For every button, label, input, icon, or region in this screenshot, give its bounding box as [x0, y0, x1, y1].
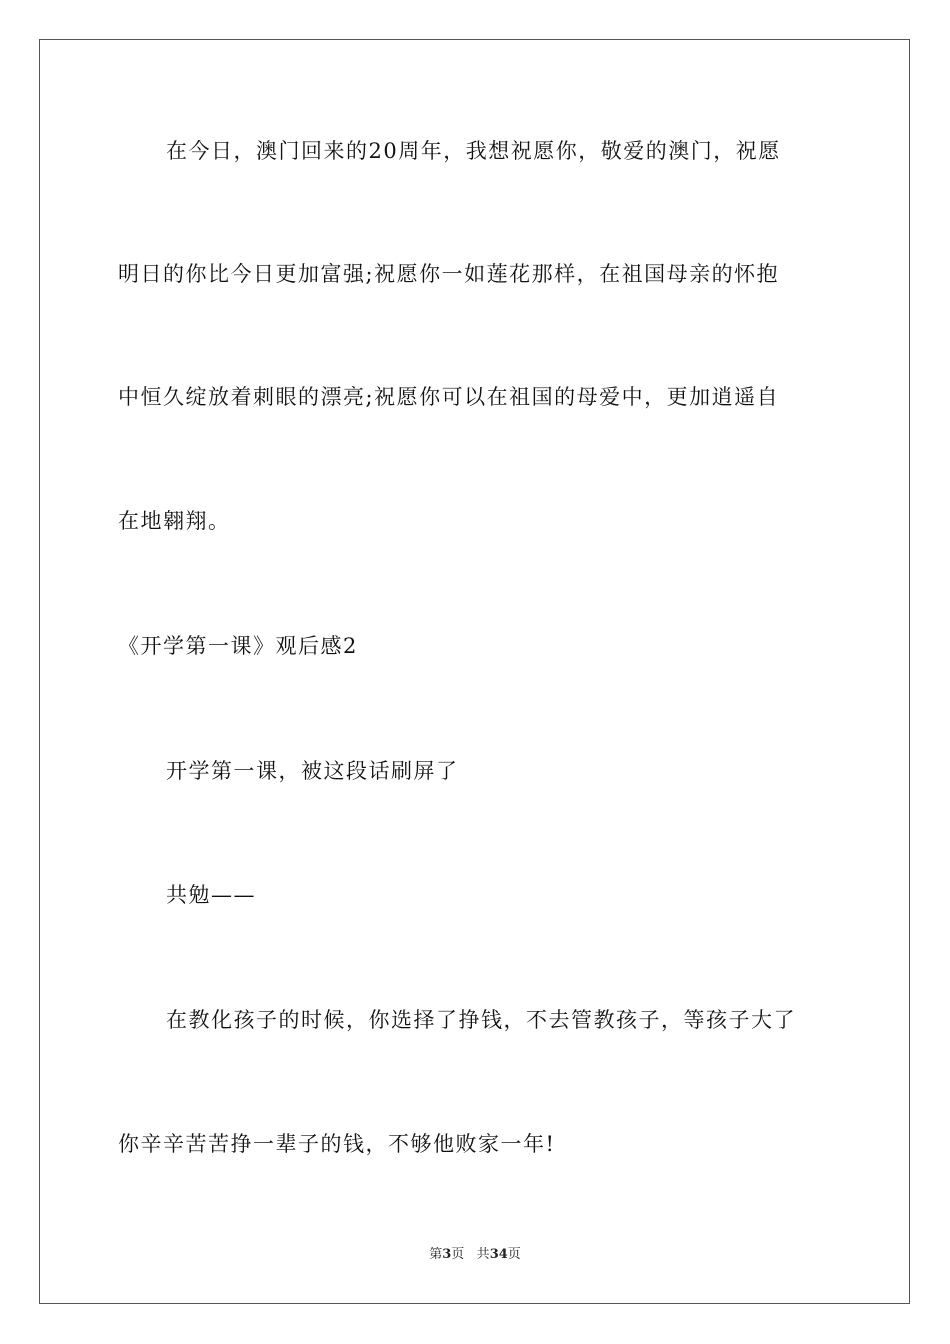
paragraph-line-2: 明日的你比今日更加富强;祝愿你一如莲花那样，在祖国母亲的怀抱	[118, 262, 780, 286]
footer-page-suffix: 页	[451, 1247, 465, 1262]
paragraph-line-7: 在教化孩子的时候，你选择了挣钱，不去管教孩子，等孩子大了	[166, 1008, 796, 1032]
paragraph-line-3: 中恒久绽放着刺眼的漂亮;祝愿你可以在祖国的母爱中，更加逍遥自	[118, 385, 780, 409]
paragraph-line-4: 在地翱翔。	[118, 509, 231, 533]
footer-total-suffix: 页	[507, 1247, 521, 1262]
paragraph-line-6: 共勉——	[166, 883, 256, 907]
footer-total-pages: 34	[489, 1247, 508, 1262]
footer-total-prefix: 共	[476, 1247, 490, 1262]
footer-page-number: 3	[442, 1247, 452, 1262]
page-footer	[0, 1246, 950, 1264]
paragraph-line-8: 你辛辛苦苦挣一辈子的钱，不够他败家一年!	[118, 1132, 556, 1156]
page-border	[39, 39, 910, 1304]
paragraph-line-5: 开学第一课，被这段话刷屏了	[166, 759, 459, 783]
footer-page-prefix: 第	[429, 1247, 443, 1262]
section-heading: 《开学第一课》观后感2	[118, 634, 358, 658]
paragraph-line-1: 在今日，澳门回来的20周年，我想祝愿你，敬爱的澳门，祝愿	[166, 139, 781, 163]
